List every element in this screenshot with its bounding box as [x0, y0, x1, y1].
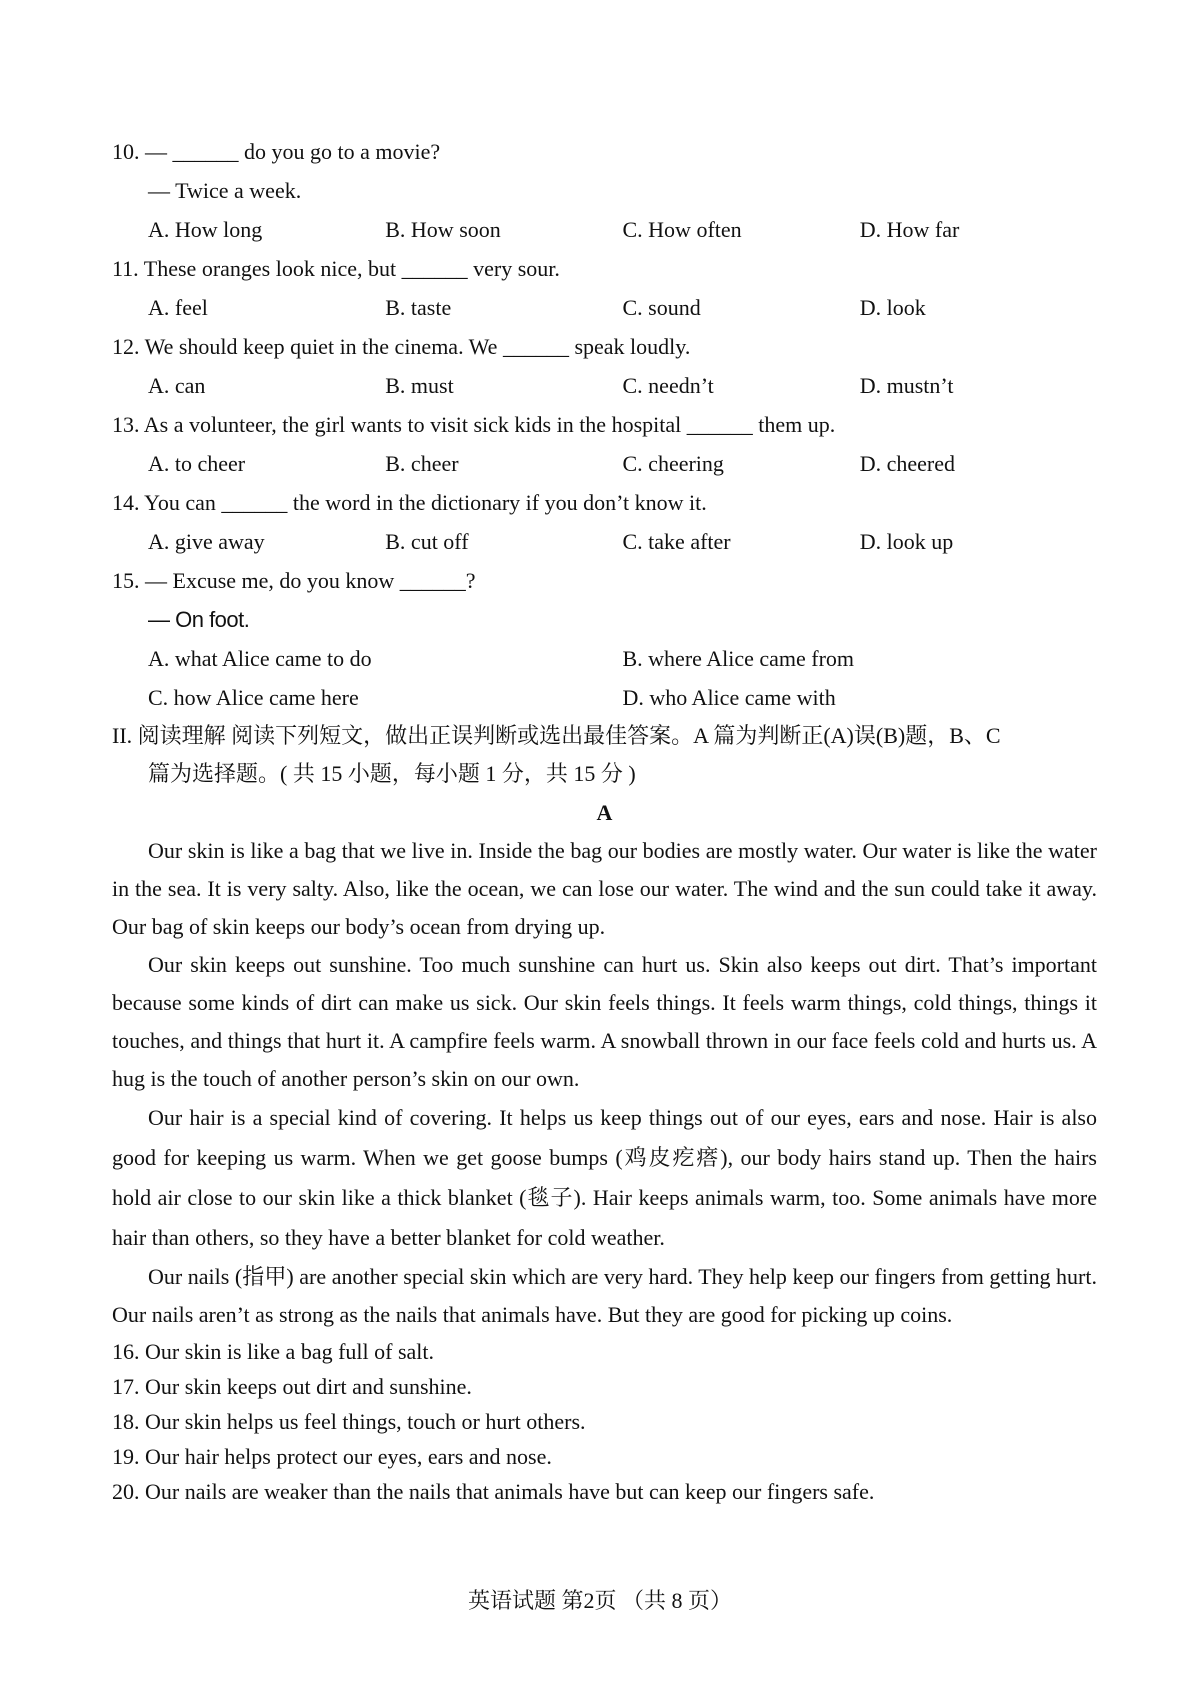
options-row — [112, 639, 1097, 678]
statement-19: 19. Our hair helps protect our eyes, ears and nose. — [112, 1444, 552, 1469]
options-row — [112, 366, 1097, 405]
page-footer: 英语试题 第2页 （共 8 页） — [467, 1588, 732, 1613]
option-b: B. How soon — [385, 217, 501, 242]
option-c: C. How often — [622, 217, 742, 242]
question-12 — [112, 327, 1097, 405]
question-10 — [112, 132, 1097, 249]
section-heading-line-1: II. 阅读理解 阅读下列短文，做出正误判断或选出最佳答案。A 篇为判断正(A)误(B)题，B、C — [112, 723, 1001, 748]
passage-paragraph: Our hair is a special kind of covering. It helps us keep things out of our eyes, ears and nose. Hair is also good for keeping us warm. When we get goose bumps (鸡皮疙瘩), our body hairs stand up. Then the hairs hold air close to our skin like a thick blanket (毯子). Hair keeps animals warm, too. Some animals have more hair than others, so they have a better blanket for cold weather. — [112, 1105, 1097, 1250]
answer-line: — On foot. — [148, 607, 250, 632]
options-row — [112, 210, 1097, 249]
option-d: D. look up — [859, 529, 954, 554]
option-d: D. look — [859, 295, 926, 320]
options-row — [112, 288, 1097, 327]
option-d: D. cheered — [859, 451, 956, 476]
question-14 — [112, 483, 1097, 561]
statement-20: 20. Our nails are weaker than the nails that animals have but can keep our fingers safe. — [112, 1479, 875, 1504]
option-c: C. how Alice came here — [148, 685, 359, 710]
statement-18: 18. Our skin helps us feel things, touch or hurt others. — [112, 1409, 586, 1434]
option-a: A. give away — [148, 529, 265, 554]
options-row — [112, 444, 1097, 483]
question-text: 15. — Excuse me, do you know ______? — [112, 568, 476, 593]
question-13 — [112, 405, 1097, 483]
option-a: A. what Alice came to do — [148, 646, 372, 671]
options-row — [112, 678, 1097, 717]
option-c: C. sound — [622, 295, 701, 320]
option-c: C. cheering — [622, 451, 724, 476]
section-heading — [112, 717, 1097, 793]
question-text: 11. These oranges look nice, but ______ very sour. — [112, 256, 560, 281]
statement-list — [112, 1334, 1097, 1509]
passage-paragraph: Our nails (指甲) are another special skin which are very hard. They help keep our fingers from getting hurt. Our nails aren’t as strong as the nails that animals have. But they are good for picking up coins. — [112, 1264, 1097, 1327]
option-d: D. who Alice came with — [622, 685, 836, 710]
statement-17: 17. Our skin keeps out dirt and sunshine. — [112, 1374, 472, 1399]
option-c: C. take after — [622, 529, 731, 554]
passage-paragraph: Our skin keeps out sunshine. Too much sunshine can hurt us. Skin also keeps out dirt. That’s important because some kinds of dirt can make us sick. Our skin feels things. It feels warm things, cold things, things it touches, and things that hurt it. A campfire feels warm. A snowball thrown in our face feels cold and hurts us. A hug is the touch of another person’s skin on our own. — [112, 952, 1097, 1091]
option-b: B. where Alice came from — [622, 646, 855, 671]
question-11 — [112, 249, 1097, 327]
passage-title: A — [596, 800, 613, 825]
option-b: B. must — [385, 373, 454, 398]
passage-paragraph: Our skin is like a bag that we live in. Inside the bag our bodies are mostly water. Our water is like the water in the sea. It is very salty. Also, like the ocean, we can lose our water. The wind and the sun could take it away. Our bag of skin keeps our body’s ocean from drying up. — [112, 838, 1097, 939]
option-d: D. mustn’t — [859, 373, 954, 398]
option-a: A. can — [148, 373, 206, 398]
option-b: B. cheer — [385, 451, 459, 476]
section-heading-line-2: 篇为选择题。( 共 15 小题，每小题 1 分，共 15 分 ) — [148, 761, 636, 786]
options-row — [112, 522, 1097, 561]
page-content — [112, 132, 1097, 1509]
answer-line: — Twice a week. — [148, 178, 302, 203]
option-b: B. taste — [385, 295, 452, 320]
option-c: C. needn’t — [622, 373, 714, 398]
option-a: A. feel — [148, 295, 208, 320]
question-15 — [112, 561, 1097, 717]
option-a: A. to cheer — [148, 451, 246, 476]
option-a: A. How long — [148, 217, 263, 242]
question-text: 12. We should keep quiet in the cinema. We ______ speak loudly. — [112, 334, 691, 359]
option-d: D. How far — [859, 217, 960, 242]
statement-16: 16. Our skin is like a bag full of salt. — [112, 1339, 435, 1364]
option-b: B. cut off — [385, 529, 469, 554]
question-text: 13. As a volunteer, the girl wants to visit sick kids in the hospital ______ them up. — [112, 412, 836, 437]
question-text: 10. — ______ do you go to a movie? — [112, 139, 441, 164]
question-text: 14. You can ______ the word in the dictionary if you don’t know it. — [112, 490, 707, 515]
